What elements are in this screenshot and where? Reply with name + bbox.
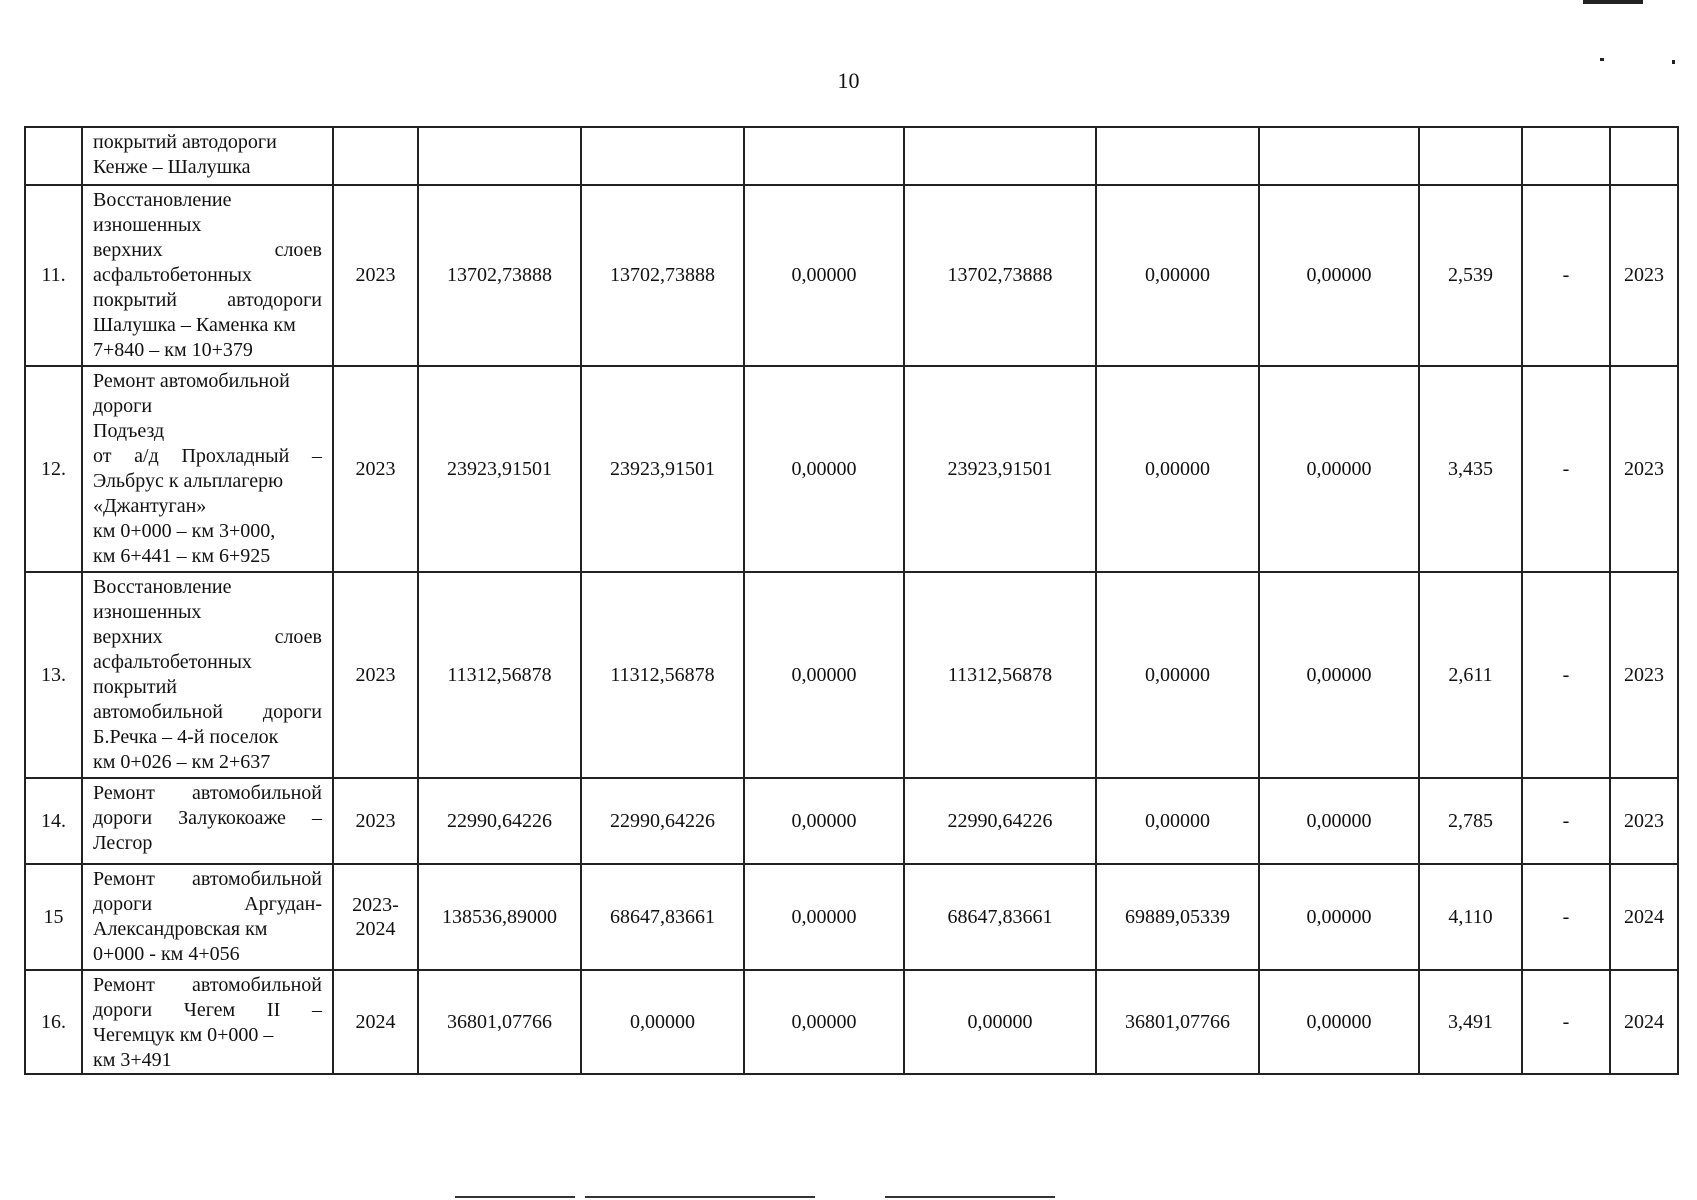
federal-2023: 0,00000 [744, 366, 904, 572]
end-year: 2023 [1610, 366, 1678, 572]
federal-2023: 0,00000 [744, 572, 904, 778]
total-cost: 23923,91501 [418, 366, 581, 572]
cost-2025: 0,00000 [1259, 778, 1419, 864]
cost-2025 [1259, 127, 1419, 185]
end-year [1610, 127, 1678, 185]
length-km: 3,435 [1419, 366, 1522, 572]
length-km: 3,491 [1419, 970, 1522, 1074]
cost-2025: 0,00000 [1259, 970, 1419, 1074]
scan-mark [1583, 0, 1643, 4]
total-cost [418, 127, 581, 185]
cost-2023: 0,00000 [581, 970, 744, 1074]
scan-line [885, 1196, 1055, 1198]
total-cost: 11312,56878 [418, 572, 581, 778]
length-km: 2,539 [1419, 185, 1522, 366]
end-year: 2023 [1610, 185, 1678, 366]
work-description: Восстановление изношенных верхних слоев асфальтобетонных покрытий автомобильной дороги Б.Речка – 4-й поселок км 0+026 – км 2+637 [82, 572, 333, 778]
total-cost: 22990,64226 [418, 778, 581, 864]
work-description: покрытий автодороги Кенже – Шалушка [82, 127, 333, 185]
cost-2025: 0,00000 [1259, 572, 1419, 778]
extra-cell [1522, 127, 1610, 185]
table-row [25, 185, 1678, 366]
regional-2023 [904, 127, 1096, 185]
extra-cell: - [1522, 778, 1610, 864]
regional-2023: 0,00000 [904, 970, 1096, 1074]
cost-2023 [581, 127, 744, 185]
extra-cell: - [1522, 185, 1610, 366]
end-year: 2024 [1610, 970, 1678, 1074]
end-year: 2023 [1610, 572, 1678, 778]
cost-2024: 36801,07766 [1096, 970, 1259, 1074]
years-cell: 2023 [333, 185, 418, 366]
cost-2024 [1096, 127, 1259, 185]
row-number [25, 127, 82, 185]
cost-2025: 0,00000 [1259, 864, 1419, 970]
cost-2024: 0,00000 [1096, 185, 1259, 366]
cost-2024: 0,00000 [1096, 572, 1259, 778]
regional-2023: 11312,56878 [904, 572, 1096, 778]
work-description: Ремонт автомобильной дороги Подъезд от а/д Прохладный – Эльбрус к альплагерю «Джантуган» км 0+000 – км 3+000, км 6+441 – км 6+925 [82, 366, 333, 572]
regional-2023: 13702,73888 [904, 185, 1096, 366]
row-number: 13. [25, 572, 82, 778]
roads-table [24, 126, 1679, 1075]
cost-2023: 22990,64226 [581, 778, 744, 864]
row-number: 12. [25, 366, 82, 572]
cost-2024: 69889,05339 [1096, 864, 1259, 970]
years-cell: 2024 [333, 970, 418, 1074]
row-number: 16. [25, 970, 82, 1074]
extra-cell: - [1522, 366, 1610, 572]
row-number: 15 [25, 864, 82, 970]
cost-2023: 23923,91501 [581, 366, 744, 572]
work-description: Восстановление изношенных верхних слоев асфальтобетонных покрытий автодороги Шалушка – Каменка км 7+840 – км 10+379 [82, 185, 333, 366]
cost-2025: 0,00000 [1259, 185, 1419, 366]
extra-cell: - [1522, 970, 1610, 1074]
total-cost: 138536,89000 [418, 864, 581, 970]
regional-2023: 22990,64226 [904, 778, 1096, 864]
work-description: Ремонт автомобильной дороги Залукокоаже – Лесгор [82, 778, 333, 864]
length-km: 2,785 [1419, 778, 1522, 864]
cost-2023: 13702,73888 [581, 185, 744, 366]
cost-2023: 11312,56878 [581, 572, 744, 778]
extra-cell: - [1522, 864, 1610, 970]
page-number: 10 [837, 68, 860, 93]
total-cost: 13702,73888 [418, 185, 581, 366]
years-cell: 2023- 2024 [333, 864, 418, 970]
end-year: 2023 [1610, 778, 1678, 864]
table-row [25, 572, 1678, 778]
federal-2023: 0,00000 [744, 778, 904, 864]
row-number: 14. [25, 778, 82, 864]
length-km: 2,611 [1419, 572, 1522, 778]
regional-2023: 23923,91501 [904, 366, 1096, 572]
federal-2023 [744, 127, 904, 185]
federal-2023: 0,00000 [744, 970, 904, 1074]
table-row [25, 864, 1678, 970]
row-number: 11. [25, 185, 82, 366]
scan-mark [1600, 58, 1604, 61]
years-cell [333, 127, 418, 185]
cost-2023: 68647,83661 [581, 864, 744, 970]
extra-cell: - [1522, 572, 1610, 778]
years-cell: 2023 [333, 366, 418, 572]
cost-2024: 0,00000 [1096, 366, 1259, 572]
scan-line [585, 1196, 815, 1198]
end-year: 2024 [1610, 864, 1678, 970]
regional-2023: 68647,83661 [904, 864, 1096, 970]
years-cell: 2023 [333, 572, 418, 778]
table-row [25, 778, 1678, 864]
table-row [25, 970, 1678, 1074]
length-km: 4,110 [1419, 864, 1522, 970]
total-cost: 36801,07766 [418, 970, 581, 1074]
federal-2023: 0,00000 [744, 185, 904, 366]
scan-mark [1672, 60, 1675, 64]
cost-2024: 0,00000 [1096, 778, 1259, 864]
work-description: Ремонт автомобильной дороги Чегем II – Чегемцук км 0+000 – км 3+491 [82, 970, 333, 1074]
cost-2025: 0,00000 [1259, 366, 1419, 572]
length-km [1419, 127, 1522, 185]
federal-2023: 0,00000 [744, 864, 904, 970]
table-row [25, 366, 1678, 572]
table-row [25, 127, 1678, 185]
scan-line [455, 1196, 575, 1198]
years-cell: 2023 [333, 778, 418, 864]
work-description: Ремонт автомобильной дороги Аргудан-Александровская км 0+000 - км 4+056 [82, 864, 333, 970]
